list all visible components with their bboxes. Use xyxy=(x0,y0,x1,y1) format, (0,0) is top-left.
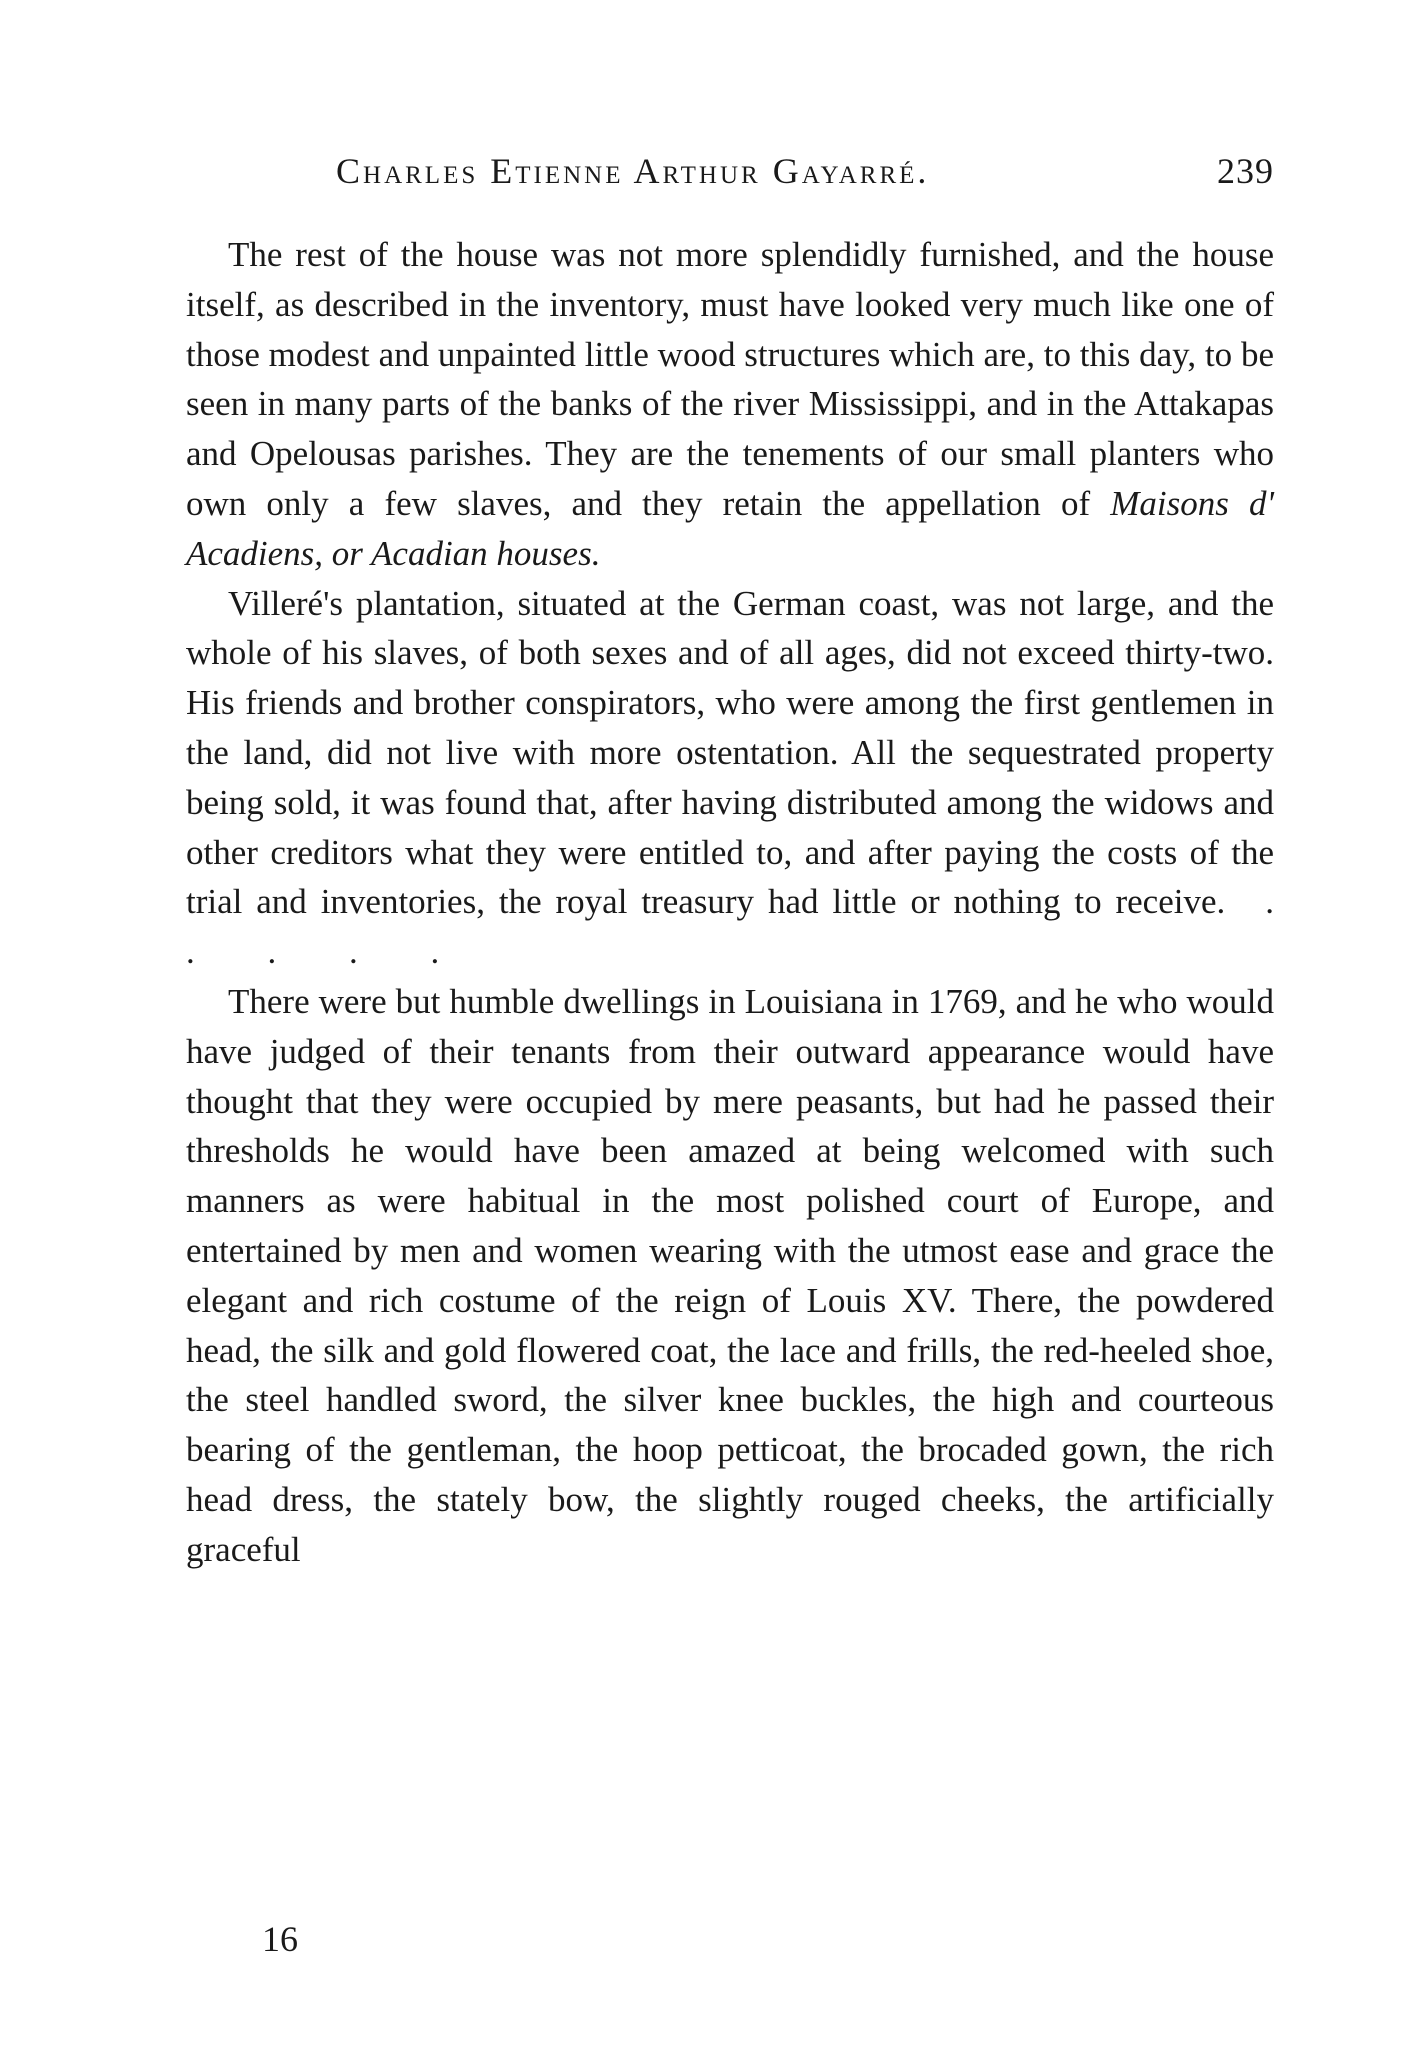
page-number: 239 xyxy=(1217,151,1274,191)
book-page xyxy=(186,150,1274,1575)
running-title: Charles Etienne Arthur Gayarré. xyxy=(336,151,930,191)
running-head xyxy=(186,150,1274,210)
paragraph-1 xyxy=(186,230,1274,579)
paragraph-2-ellipsis: . . . . . xyxy=(186,882,1274,972)
paragraph-3 xyxy=(186,977,1274,1575)
signature-mark: 16 xyxy=(262,1919,298,1959)
paragraph-1-italic: Maisons d' Acadiens, or Acadian houses. xyxy=(186,483,1274,573)
paragraph-1-text: The rest of the house was not more splendidly furnished, and the house itself, as described in the inventory, must have looked very much like one of those modest and unpainted little wood structures which are, to this day, to be seen in many parts of the banks of the river Mississippi, and in the Attakapas and Opelousas parishes. They are the tenements of our small planters who own only a few slaves, and they retain the appellation of xyxy=(186,235,1274,523)
paragraph-3-text: There were but humble dwellings in Louisiana in 1769, and he who would have judged of their tenants from their outward appearance would have thought that they were occupied by mere peasants, but had he passed their thresholds he would have been amazed at being welcomed with such manners as were habitual in the most polished court of Europe, and entertained by men and women wearing with the utmost ease and grace the elegant and rich costume of the reign of Louis XV. There, the powdered head, the silk and gold flowered coat, the lace and frills, the red-heeled shoe, the steel handled sword, the silver knee buckles, the high and courteous bearing of the gentleman, the hoop petticoat, the brocaded gown, the rich head dress, the stately bow, the slightly rouged cheeks, the artificially graceful xyxy=(186,981,1274,1569)
paragraph-2 xyxy=(186,579,1274,977)
paragraph-2-text: Villeré's plantation, situated at the German coast, was not large, and the whole of his slaves, of both sexes and of all ages, did not exceed thirty-two. His friends and brother conspirators, who were among the first gentlemen in the land, did not live with more ostentation. All the sequestrated property being sold, it was found that, after having distributed among the widows and other creditors what they were entitled to, and after paying the costs of the trial and inventories, the royal treasury had little or nothing to receive. xyxy=(186,583,1274,922)
